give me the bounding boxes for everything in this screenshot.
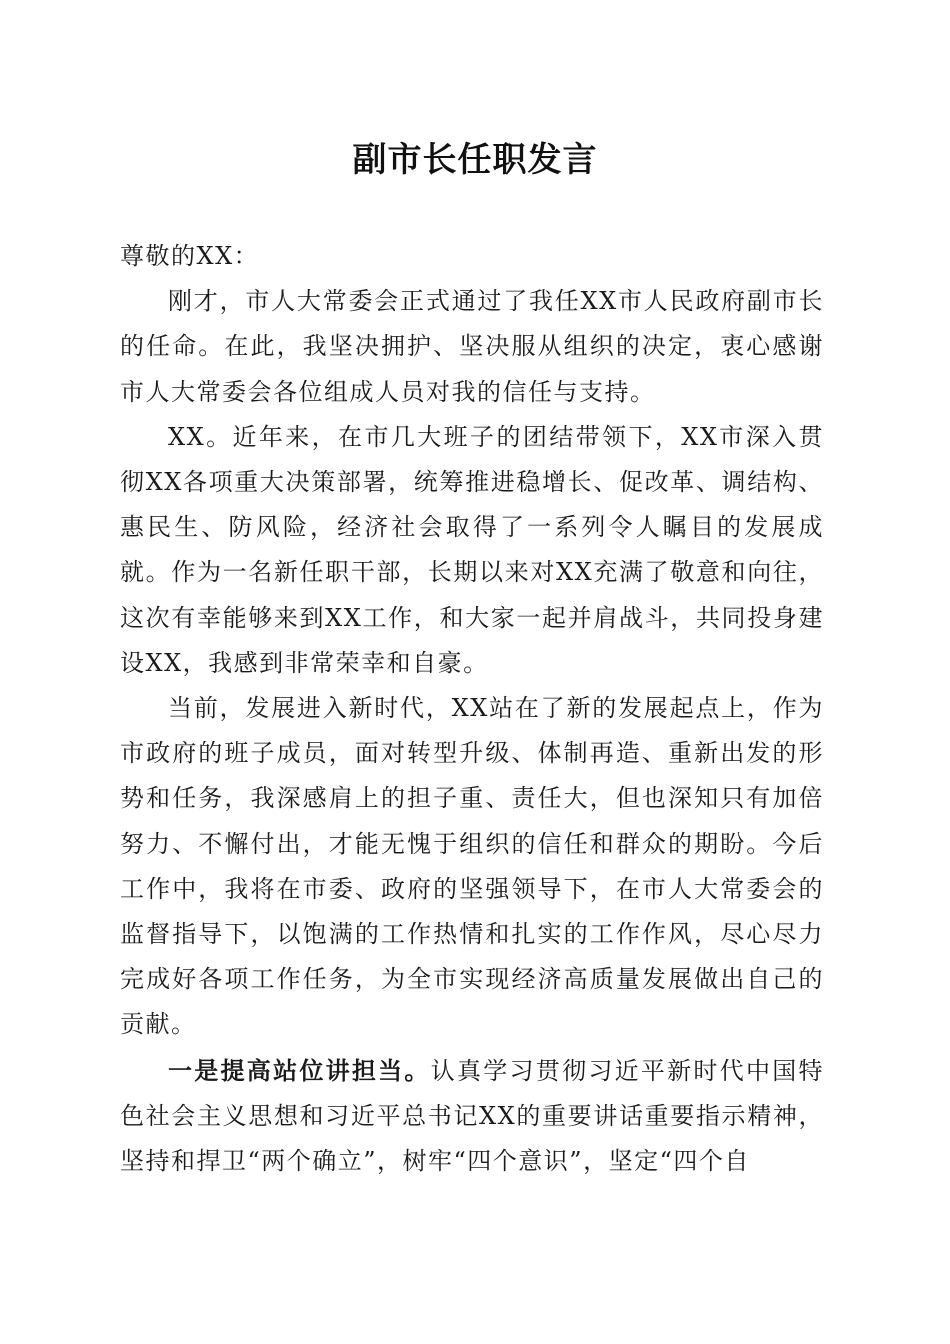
point-one-heading: 一是提高站位讲担当。: [168, 1055, 431, 1085]
paragraph-responsibility: 当前，发展进入新时代，XX站在了新的发展起点上，作为市政府的班子成员，面对转型升级、体制再造、重新出发的形势和任务，我深感肩上的担子重、责任大，但也深知只有加倍努力、不懈付出，才能无愧于组织的信任和群众的期盼。今后工作中，我将在市委、政府的坚强领导下，在市人大常委会的监督指导下，以饱满的工作热情和扎实的工作作风，尽心尽力完成好各项工作任务，为全市实现经济高质量发展做出自己的贡献。: [120, 694, 824, 1039]
salutation: 尊敬的XX：: [120, 242, 260, 270]
paragraph-achievements: XX。近年来，在市几大班子的团结带领下，XX市深入贯彻XX各项重大决策部署，统筹推进稳增长、促改革、调结构、惠民生、防风险，经济社会取得了一系列令人瞩目的发展成就。作为一名新任职干部，长期以来对XX充满了敬意和向往，这次有幸能够来到XX工作，和大家一起并肩战斗，共同投身建设XX，我感到非常荣幸和自豪。: [120, 422, 824, 677]
point-one-text: 认真学习贯彻习近平新时代中国特色社会主义思想和习近平总书记XX的重要讲话重要指示精神，坚持和捍卫“两个确立”，树牢“四个意识”，坚定“四个自: [120, 1056, 825, 1176]
document-body: [120, 234, 824, 1184]
paragraph-point-one: [120, 1048, 824, 1185]
paragraph-appointment: 刚才，市人大常委会正式通过了我任XX市人民政府副市长的任命。在此，我坚决拥护、坚决服从组织的决定，衷心感谢市人大常委会各位组成人员对我的信任与支持。: [120, 287, 824, 406]
page-title: 副市长任职发言: [352, 140, 598, 180]
